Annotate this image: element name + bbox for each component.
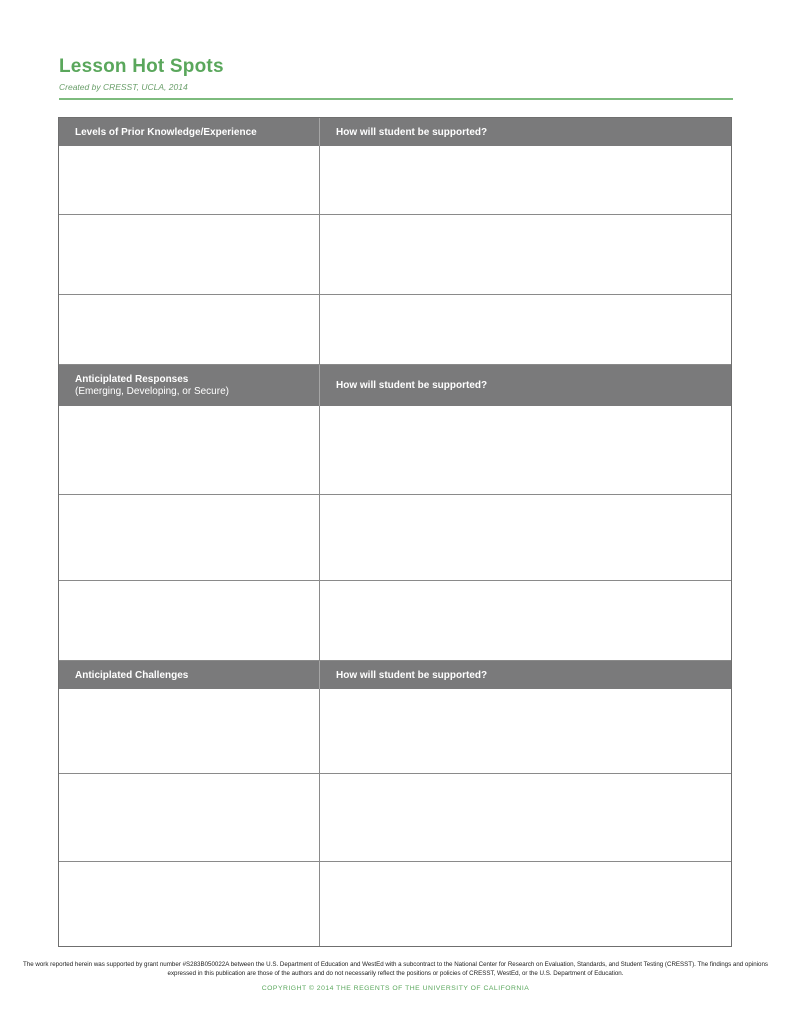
column-header-support [320,365,731,406]
support-cell[interactable] [320,581,731,660]
response-cell[interactable] [59,406,320,494]
support-cell[interactable] [320,495,731,580]
column-header-support [320,661,731,689]
column-header-responses [59,365,320,406]
table-row [59,215,731,295]
column-header-label: How will student be supported? [336,669,488,681]
support-cell[interactable] [320,774,731,861]
support-cell[interactable] [320,215,731,294]
support-cell[interactable] [320,862,731,946]
column-header-support [320,118,731,146]
table-row [59,495,731,581]
challenge-cell[interactable] [59,862,320,946]
response-cell[interactable] [59,495,320,580]
table-row [59,774,731,862]
column-header-prior-knowledge [59,118,320,146]
copyright-notice: COPYRIGHT © 2014 THE REGENTS OF THE UNIVERSITY OF CALIFORNIA [261,985,530,992]
challenge-cell[interactable] [59,689,320,773]
column-header-label: Anticiplated Challenges [75,669,189,681]
column-header-label: Levels of Prior Knowledge/Experience [75,126,257,138]
column-header-sublabel: (Emerging, Developing, or Secure) [75,386,229,397]
challenge-cell[interactable] [59,774,320,861]
table-row [59,295,731,365]
section-header-prior-knowledge [59,118,731,146]
hot-spots-table [58,117,732,947]
support-cell[interactable] [320,406,731,494]
support-cell[interactable] [320,146,731,214]
column-header-label: Anticiplated Responses [75,374,189,385]
support-cell[interactable] [320,689,731,773]
column-header-challenges [59,661,320,689]
response-cell[interactable] [59,581,320,660]
table-row [59,406,731,495]
table-row [59,689,731,774]
page-subtitle: Created by CRESST, UCLA, 2014 [59,82,188,92]
page-title: Lesson Hot Spots [59,56,224,77]
prior-knowledge-cell[interactable] [59,215,320,294]
table-row [59,581,731,661]
column-header-label: How will student be supported? [336,380,488,391]
prior-knowledge-cell[interactable] [59,146,320,214]
column-header-label: How will student be supported? [336,126,488,138]
section-header-responses [59,365,731,406]
support-cell[interactable] [320,295,731,364]
funding-note: The work reported herein was supported by grant number #S283B050022A between the U.S. Department of Education and WestEd with a subcontract to the National Center for Research on Evaluation, Standards, and Student Testing (CRESST). The findings and opinions expressed in this publication are those of the authors and do not necessarily reflect the positions or policies of CRESST, WestEd, or the U.S. Department of Education. [22,961,768,977]
table-row [59,862,731,946]
title-divider [59,98,733,100]
section-header-challenges [59,661,731,689]
prior-knowledge-cell[interactable] [59,295,320,364]
table-row [59,146,731,215]
